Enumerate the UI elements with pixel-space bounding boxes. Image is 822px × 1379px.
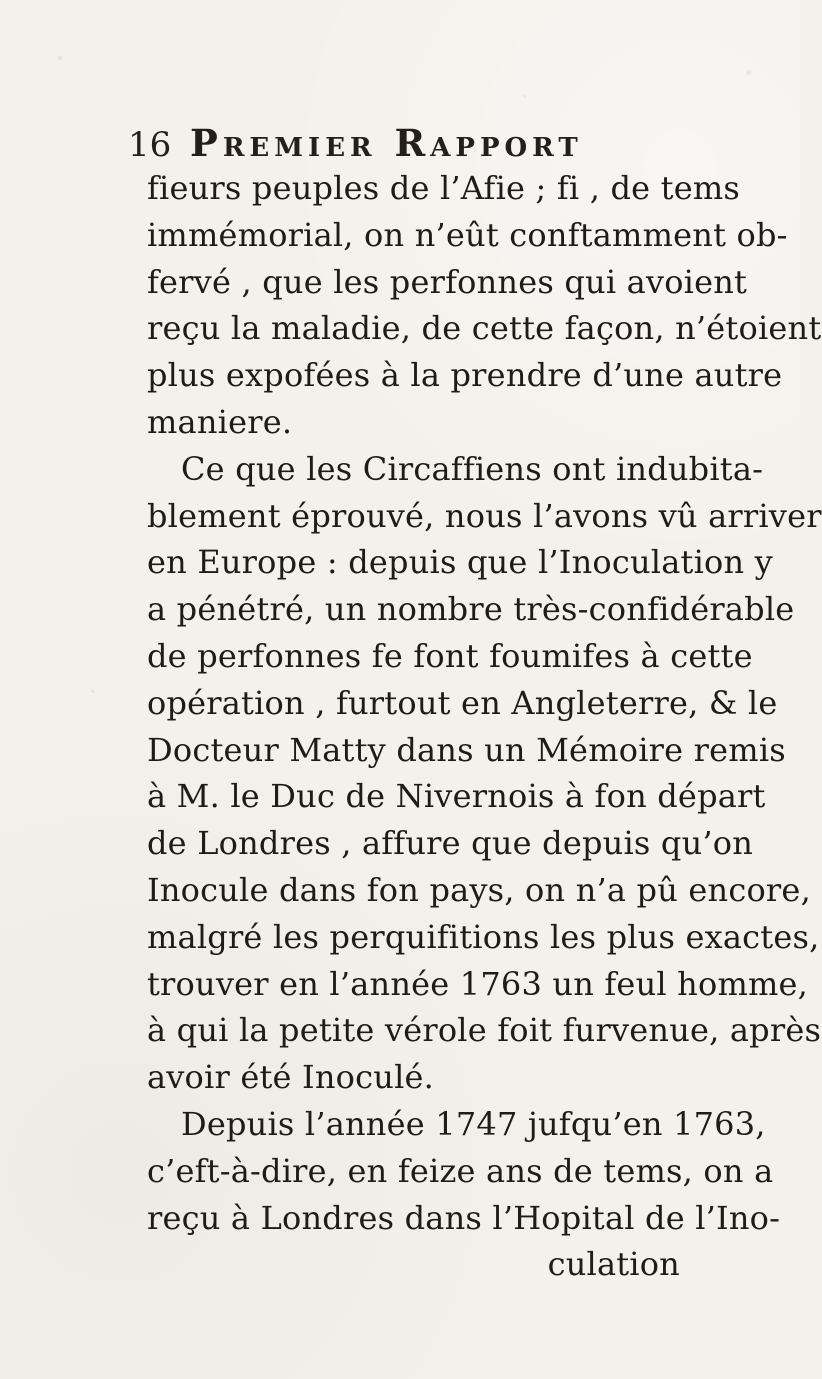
text-line: plus expofées à la prendre d’une autre: [147, 356, 783, 395]
running-title: Premier Rapport: [190, 121, 583, 165]
paper-speckle: [746, 70, 751, 75]
running-head: [128, 121, 648, 169]
text-line: opération , furtout en Angleterre, & le: [147, 683, 778, 722]
text-line: malgré les perquifitions les plus exactes,: [147, 917, 820, 956]
page-number: 16: [128, 125, 172, 165]
body-text: [147, 165, 822, 1288]
text-line: culation: [547, 1245, 680, 1284]
text-line: fieurs peuples de l’Afie ; fi , de tems: [147, 169, 741, 207]
text-line: reçu à Londres dans l’Hopital de l’Ino-: [147, 1198, 781, 1237]
text-line: Docteur Matty dans un Mémoire remis: [147, 730, 786, 769]
paper-speckle: [523, 95, 526, 98]
text-line: c’eft-à-dire, en feize ans de tems, on a: [147, 1151, 774, 1190]
text-line: blement éprouvé, nous l’avons vû arriver: [147, 496, 822, 535]
text-line: Ce que les Circaffiens ont indubita-: [181, 449, 764, 488]
text-line: immémorial, on n’eût conftamment ob-: [147, 215, 788, 254]
paper-speckle: [58, 56, 62, 60]
text-line: fervé , que les perfonnes qui avoient: [147, 262, 748, 301]
text-line: a pénétré, un nombre très-confidérable: [147, 590, 795, 629]
text-line: de perfonnes fe font foumifes à cette: [147, 636, 753, 675]
text-line: à qui la petite vérole foit furvenue, après: [147, 1011, 822, 1050]
text-line: à M. le Duc de Nivernois à fon départ: [147, 777, 766, 816]
text-line: Inocule dans fon pays, on n’a pû encore,: [147, 870, 811, 909]
text-line: de Londres , affure que depuis qu’on: [147, 824, 754, 863]
text-line: en Europe : depuis que l’Inoculation y: [147, 543, 773, 582]
text-line: avoir été Inoculé.: [147, 1058, 435, 1097]
text-line: maniere.: [147, 402, 293, 441]
paper-speckle: [91, 690, 94, 693]
text-line: reçu la maladie, de cette façon, n’étoient: [147, 309, 822, 348]
text-line: Depuis l’année 1747 jufqu’en 1763,: [181, 1104, 766, 1143]
text-line: trouver en l’année 1763 un feul homme,: [147, 964, 809, 1003]
